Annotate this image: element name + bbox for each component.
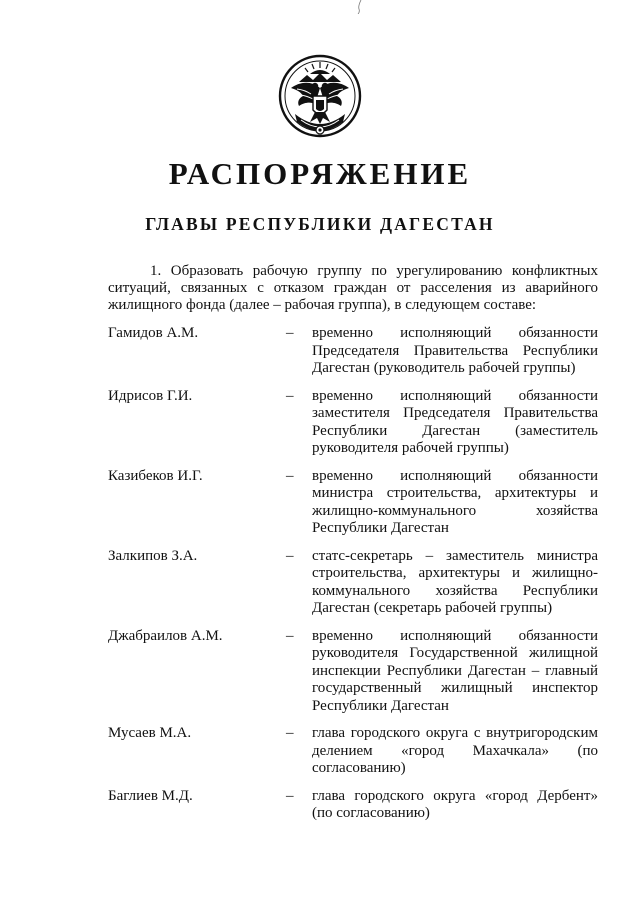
member-row [108, 725, 598, 778]
member-dash: – [286, 787, 294, 804]
member-row [108, 468, 598, 538]
member-role: глава городского округа с внутригородским делением «город Махачкала» (по согласованию) [312, 725, 598, 776]
member-role: глава городского округа «город Дербент» (по согласованию) [312, 787, 598, 821]
pen-stroke-mark [355, 0, 363, 14]
document-subtitle: ГЛАВЫ РЕСПУБЛИКИ ДАГЕСТАН [145, 214, 495, 234]
member-role: временно исполняющий обязанности министра строительства, архитектуры и жилищно-коммунального хозяйства Республики Дагестан [312, 467, 598, 536]
intro-paragraph: 1. Образовать рабочую группу по урегулированию конфликтных ситуаций, связанных с отказом граждан от расселения из аварийного жилищного фонда (далее – рабочая группа), в следующем составе: [108, 263, 598, 313]
member-name: Баглиев М.Д. [108, 787, 193, 804]
member-row [108, 388, 598, 458]
member-name: Залкипов З.А. [108, 547, 198, 564]
member-role: временно исполняющий обязанности руководителя Государственной жилищной инспекции Республики Дагестан – главный государственный жилищный инспектор Республики Дагестан [312, 627, 598, 714]
member-dash: – [286, 467, 294, 484]
member-name: Гамидов А.М. [108, 325, 199, 341]
member-dash: – [286, 725, 294, 741]
member-role: временно исполняющий обязанности заместителя Председателя Правительства Республики Дагестан (заместитель руководителя рабочей группы) [312, 387, 598, 456]
member-row [108, 325, 598, 378]
member-list [108, 325, 598, 823]
member-name: Мусаев М.А. [108, 725, 192, 741]
member-row [108, 548, 598, 618]
member-role: статс-секретарь – заместитель министра строительства, архитектуры и жилищно-коммунального хозяйства Республики Дагестан (секретарь рабочей группы) [312, 547, 598, 616]
coat-of-arms-icon [277, 48, 363, 144]
member-row [108, 628, 598, 716]
member-row [108, 788, 598, 823]
member-dash: – [286, 547, 294, 564]
member-dash: – [286, 627, 294, 644]
member-dash: – [286, 387, 294, 404]
member-name: Джабраилов А.М. [108, 627, 223, 644]
member-role: временно исполняющий обязанности Председателя Правительства Республики Дагестан (руководитель рабочей группы) [312, 325, 598, 376]
document-title: РАСПОРЯЖЕНИЕ [168, 156, 472, 191]
member-name: Идрисов Г.И. [108, 387, 193, 404]
member-dash: – [286, 325, 294, 341]
member-name: Казибеков И.Г. [108, 467, 203, 484]
